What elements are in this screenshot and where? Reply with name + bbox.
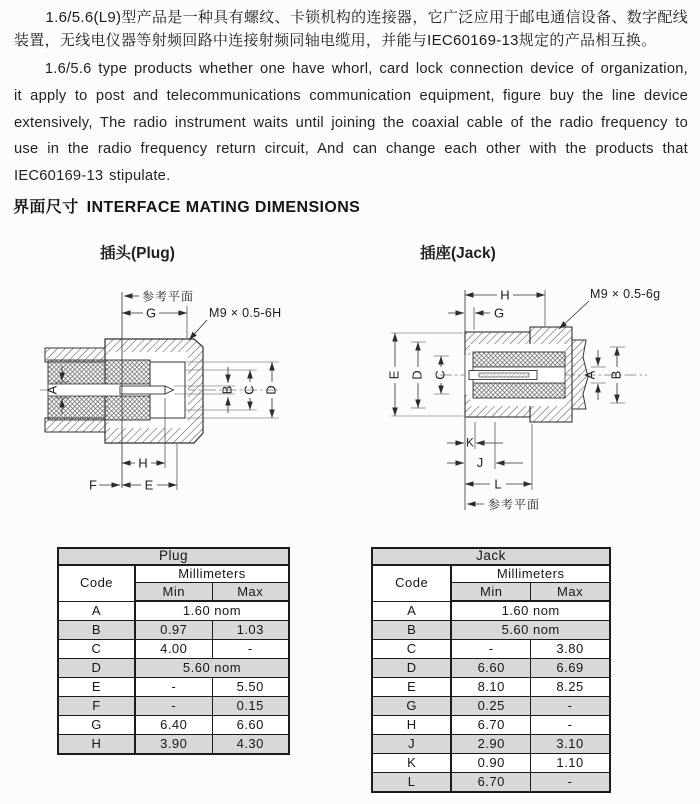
row-min: 0.97 <box>135 621 212 640</box>
jack-dim-h-label: H <box>500 287 510 303</box>
jack-table-code-header: Code <box>372 565 451 601</box>
plug-dim-h-label: H <box>138 455 148 471</box>
row-code: H <box>58 735 135 755</box>
row-min: - <box>451 640 530 659</box>
plug-table-unit-row <box>58 565 289 583</box>
row-value: 5.60 nom <box>451 621 610 640</box>
table-row <box>58 678 289 697</box>
jack-dimension-table <box>371 547 611 793</box>
intro-paragraph-chinese: 1.6/5.6(L9)型产品是一种具有螺纹、卡锁机构的连接器，它广泛应用于邮电通信设备、数字配线装置，无线电仪器等射频回路中连接射频同轴电缆用，并能与IEC60169-13规定的产品相互换。 <box>14 9 688 49</box>
jack-dim-k-label: K <box>466 437 474 450</box>
row-max: 6.69 <box>531 659 610 678</box>
jack-dim-j-label: J <box>476 455 484 470</box>
row-max: 3.10 <box>531 735 610 754</box>
row-code: E <box>58 678 135 697</box>
row-code: H <box>372 716 451 735</box>
table-row <box>58 716 289 735</box>
row-max: 5.50 <box>212 678 289 697</box>
table-row <box>58 621 289 640</box>
row-code: D <box>58 659 135 678</box>
section-heading <box>13 194 360 217</box>
row-max: 1.03 <box>212 621 289 640</box>
jack-dim-e-label: E <box>386 370 402 380</box>
plug-table-title-row <box>58 548 289 565</box>
plug-diagram-label: 插头(Plug) <box>100 245 175 262</box>
row-code: E <box>372 678 451 697</box>
row-max: - <box>531 697 610 716</box>
table-row <box>372 601 610 621</box>
row-min: 6.70 <box>451 716 530 735</box>
jack-dim-g-label: G <box>493 305 505 321</box>
row-max: 3.80 <box>531 640 610 659</box>
plug-dim-e-label: E <box>144 477 154 493</box>
table-row <box>372 621 610 640</box>
row-max: 8.25 <box>531 678 610 697</box>
table-row <box>372 754 610 773</box>
row-code: B <box>58 621 135 640</box>
row-max: - <box>531 773 610 793</box>
table-row <box>372 773 610 793</box>
table-row <box>58 640 289 659</box>
jack-table-unit-row <box>372 565 610 583</box>
jack-table-title: Jack <box>372 548 610 565</box>
row-min: 4.00 <box>135 640 212 659</box>
plug-dim-a-label: A <box>44 385 60 395</box>
jack-table-title-row <box>372 548 610 565</box>
row-value: 1.60 nom <box>451 601 610 621</box>
row-code: L <box>372 773 451 793</box>
row-min: 6.70 <box>451 773 530 793</box>
row-code: G <box>58 716 135 735</box>
row-min: 0.90 <box>451 754 530 773</box>
jack-thread-spec-label: M9 × 0.5-6g <box>590 287 661 301</box>
table-row <box>58 735 289 755</box>
row-min: - <box>135 697 212 716</box>
row-min: 2.90 <box>451 735 530 754</box>
jack-body-geometry <box>440 287 647 510</box>
jack-diagram-label: 插座(Jack) <box>420 245 496 262</box>
plug-thread-spec-label: M9 × 0.5-6H <box>209 306 282 320</box>
jack-dim-c-label: C <box>432 370 448 380</box>
plug-ref-plane-label: 参考平面 <box>142 289 195 304</box>
row-code: D <box>372 659 451 678</box>
table-row <box>58 601 289 621</box>
row-code: A <box>58 601 135 621</box>
plug-table-unit-header: Millimeters <box>135 565 289 583</box>
section-heading-zh: 界面尺寸 <box>13 199 79 216</box>
plug-dimension-table <box>57 547 290 755</box>
row-code: G <box>372 697 451 716</box>
table-row <box>58 659 289 678</box>
jack-ref-plane-label: 参考平面 <box>488 497 541 512</box>
table-row <box>372 716 610 735</box>
plug-table-min-header: Min <box>135 583 212 602</box>
jack-dim-a-label: A <box>582 370 598 380</box>
jack-socket-slot <box>479 373 529 377</box>
plug-dim-b-label: B <box>219 385 235 395</box>
row-value: 1.60 nom <box>135 601 289 621</box>
plug-dim-g-label: G <box>145 305 157 321</box>
row-code: C <box>58 640 135 659</box>
plug-dim-f-label: F <box>89 477 97 493</box>
row-min: 8.10 <box>451 678 530 697</box>
plug-table-max-header: Max <box>212 583 289 602</box>
row-max: 4.30 <box>212 735 289 755</box>
jack-dim-b-label: B <box>608 370 624 380</box>
row-max: - <box>212 640 289 659</box>
row-min: 3.90 <box>135 735 212 755</box>
table-row <box>372 640 610 659</box>
row-min: - <box>135 678 212 697</box>
row-code: A <box>372 601 451 621</box>
plug-table-title: Plug <box>58 548 289 565</box>
row-max: 1.10 <box>531 754 610 773</box>
row-code: K <box>372 754 451 773</box>
jack-dim-d-label: D <box>409 370 425 380</box>
jack-table-max-header: Max <box>531 583 610 602</box>
row-value: 5.60 nom <box>135 659 289 678</box>
jack-cross-section-diagram <box>385 282 665 537</box>
plug-dim-d-label: D <box>263 385 279 395</box>
row-max: - <box>531 716 610 735</box>
row-min: 0.25 <box>451 697 530 716</box>
row-code: B <box>372 621 451 640</box>
jack-table-unit-header: Millimeters <box>451 565 610 583</box>
table-row <box>372 735 610 754</box>
jack-table-min-header: Min <box>451 583 530 602</box>
table-row <box>372 697 610 716</box>
table-row <box>372 678 610 697</box>
table-row <box>372 659 610 678</box>
jack-dim-l-label: L <box>494 476 502 492</box>
plug-table-code-header: Code <box>58 565 135 601</box>
table-row <box>58 697 289 716</box>
plug-cross-section-diagram <box>38 282 348 537</box>
row-max: 0.15 <box>212 697 289 716</box>
row-code: J <box>372 735 451 754</box>
intro-paragraph-english: 1.6/5.6 type products whether one have whorl, card lock connection device of organization, it apply to post and telecommunications communication equipment, figure buy the line device extensively, The radio instrument waits until joining the coaxial cable of the radio frequency to use in the radio frequency return circuit, And can change each other with the products that IEC60169-13 stipulate. <box>14 61 688 185</box>
plug-dim-c-label: C <box>241 385 257 395</box>
section-heading-en: INTERFACE MATING DIMENSIONS <box>86 199 361 216</box>
row-max: 6.60 <box>212 716 289 735</box>
row-code: C <box>372 640 451 659</box>
row-code: F <box>58 697 135 716</box>
row-min: 6.40 <box>135 716 212 735</box>
row-min: 6.60 <box>451 659 530 678</box>
